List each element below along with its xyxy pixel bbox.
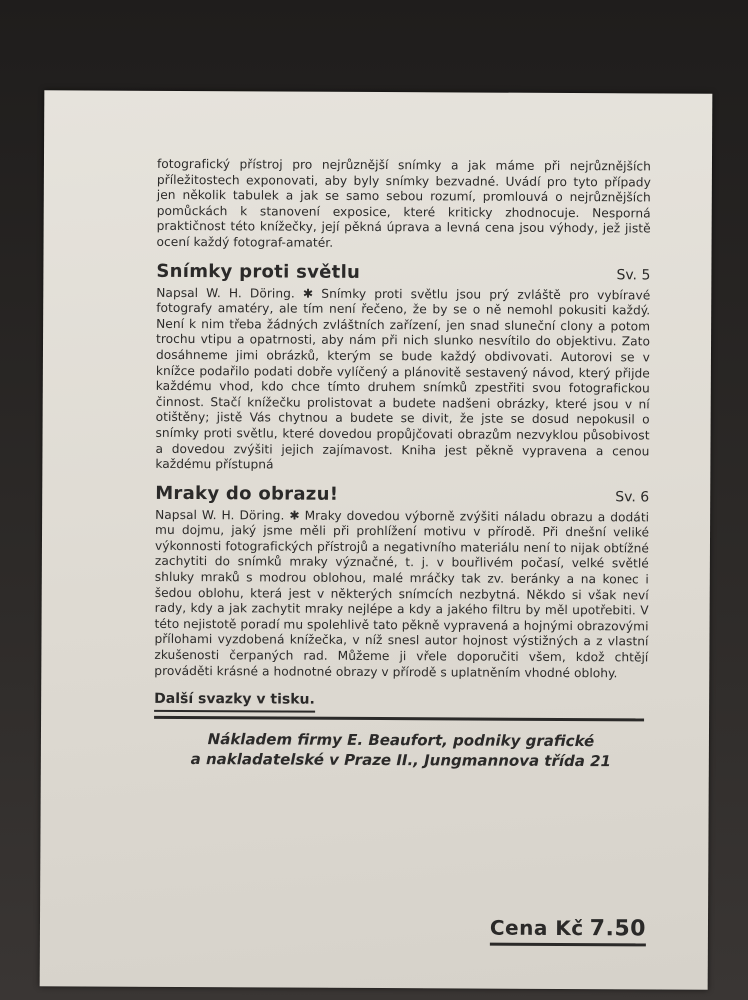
entry-title: Snímky proti světlu [156,260,361,283]
entry-volume: Sv. 5 [616,266,651,283]
price-tag [490,916,646,947]
entry-snimky-proti-svetlu [155,260,650,475]
cover-text-block [154,157,651,772]
price-value: 7.50 [589,916,647,942]
publisher-imprint [154,729,648,772]
publisher-line-1: Nákladem firmy E. Beaufort, podniky grafické [207,730,595,751]
entry-mraky-do-obrazu [154,483,649,682]
entry-description: Napsal W. H. Döring. ✱ Snímky proti světlu jsou prý zvláště pro vybíravé fotografy amatéry, ale tím není řečeno, že by se o ně nemohl pokusiti každý. Není k nim třeba žádných zvláštních zařízení, jen snad sluneční clony a potom trochu vtipu a opatrnosti, aby nám při nich slunko nesvítilo do objektivu. Zato dosáhneme jimi obrázků, kterým se bude každý obdivovati. Autorovi se v knížce podařilo podati dobře vylíčený a plánovitě sestavený návod, který přijde každému vhod, kdo chce tímto druhem snímků zpestřiti svou fotografickou činnost. Stačí knížečku prolistovat a budete nadšeni obrázky, které jsou v ní otištěny; jistě Vás chytnou a budete se divit, že jste se dosud nepokusil o snímky proti světlu, které dovedou propůjčovati obrazům nezvyklou působivost a dovedou zvýšiti jejich zajímavost. Kniha jest pěkně vypravena a cenou každému přístupná [155,285,651,472]
book-back-cover [40,90,713,989]
entry-title: Mraky do obrazu! [155,482,339,505]
entry-heading [156,260,650,284]
intro-paragraph: fotografický přístroj pro nejrůznější snímky a jak máme při nejrůznějších příležitostech exponovati, aby byly snímky bezvadné. Uvádí pro tyto případy jen několik tabulek a jak se samo sebou rozumí, promlouvá o nejrůznějších pomůckách k stanovení exposice, které kriticky zhodnocuje. Nesporná praktičnost této knížečky, její pěkná úprava a levná cena jsou výhody, jež jistě ocení každý fotograf-amatér. [156,156,651,250]
divider-rule [154,716,644,722]
entry-description: Napsal W. H. Döring. ✱ Mraky dovedou výborně zvýšiti náladu obrazu a dodáti mu dojmu, jaký jsme měli při prohlížení motivu v přírodě. Při dnešní veliké výkonnosti fotografických přístrojů a negativního materiálu není to nijak obtížné zachytiti do snímků mraky význačné, t. j. v bouřlivém počasí, velké světlé shluky mraků s modrou oblohou, malé mráčky tak zv. beránky a na konec i šedou oblohu, která jest v některých snímcích nezbytná. Někdo si však neví rady, kdy a jak zachytit mraky nejlépe a kdy a jakého filtru by měl upotřebiti. V této nejistotě poradí mu spolehlivě tato pěkně vypravená a hojnými obrazovými přílohami vyzdobená knížečka, v níž snesl autor hojnost výstižných a z vlastní zkušenosti čerpaných rad. Můžeme ji vřele doporučiti všem, kdož chtějí prováděti krásné a hodnotné obrazy v přírodě s uplatněním vhodné oblohy. [154,507,650,680]
entry-heading [155,483,649,507]
further-volumes-note: Další svazky v tisku. [154,691,315,713]
price-label: Cena Kč [489,915,584,941]
entry-volume: Sv. 6 [615,488,650,506]
publisher-line-2: a nakladatelské v Praze II., Jungmannova třída 21 [190,750,612,771]
